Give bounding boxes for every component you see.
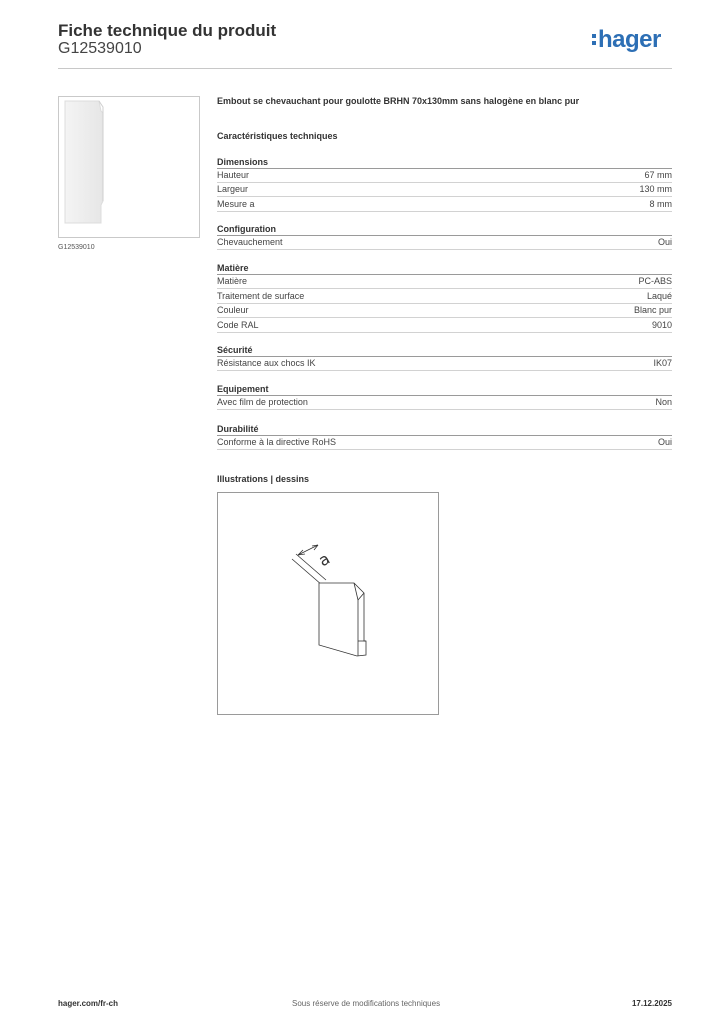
footer-date: 17.12.2025 — [631, 999, 672, 1008]
technical-characteristics-title: Caractéristiques techniques — [217, 131, 338, 141]
section-title-equipment: Equipement — [217, 384, 269, 394]
spec-value: Oui — [657, 437, 672, 447]
spec-value: IK07 — [653, 358, 672, 368]
end-cap-drawing — [218, 493, 438, 714]
section-title-configuration: Configuration — [217, 224, 276, 234]
spec-label: Avec film de protection — [217, 397, 308, 407]
dimension-label-a: a — [315, 548, 334, 571]
spec-value: 9010 — [651, 320, 672, 330]
hager-logo — [592, 26, 661, 54]
spec-row — [217, 183, 672, 197]
technical-drawing — [217, 492, 439, 715]
page-title: Fiche technique du produit — [58, 21, 277, 40]
product-image — [58, 96, 200, 238]
spec-value: Non — [655, 397, 672, 407]
spec-row — [217, 319, 672, 333]
logo-text: hager — [598, 26, 661, 53]
spec-label: Hauteur — [217, 170, 250, 180]
spec-label: Résistance aux chocs IK — [217, 358, 316, 368]
product-image-caption: G12539010 — [58, 244, 95, 251]
footer-website-link[interactable]: hager.com/fr-ch — [58, 999, 119, 1008]
spec-value: 130 mm — [639, 184, 672, 194]
product-description: Embout se chevauchant pour goulotte BRHN 70x130mm sans halogène en blanc pur — [217, 96, 580, 106]
spec-value: PC-ABS — [638, 276, 672, 286]
spec-row — [217, 169, 672, 183]
spec-row — [217, 357, 672, 371]
section-title-safety: Sécurité — [217, 345, 253, 355]
spec-label: Largeur — [217, 184, 249, 194]
spec-label: Mesure a — [217, 199, 255, 209]
end-cap-photo — [59, 97, 199, 237]
spec-row — [217, 198, 672, 212]
footer-notice: Sous réserve de modifications techniques — [292, 999, 441, 1008]
section-title-dimensions: Dimensions — [217, 157, 269, 167]
spec-value: Oui — [657, 237, 672, 247]
spec-row — [217, 236, 672, 250]
product-reference: G12539010 — [58, 40, 142, 57]
section-title-sustainability: Durabilité — [217, 424, 259, 434]
spec-row — [217, 275, 672, 289]
spec-value: Blanc pur — [633, 305, 672, 315]
spec-row — [217, 396, 672, 410]
spec-label: Couleur — [217, 305, 249, 315]
spec-row — [217, 290, 672, 304]
header-divider — [58, 68, 672, 69]
spec-label: Code RAL — [217, 320, 259, 330]
spec-row — [217, 436, 672, 450]
spec-label: Traitement de surface — [217, 291, 305, 301]
spec-value: 8 mm — [649, 199, 672, 209]
spec-label: Matière — [217, 276, 248, 286]
logo-colon-icon — [592, 31, 597, 47]
spec-value: Laqué — [646, 291, 672, 301]
spec-label: Chevauchement — [217, 237, 283, 247]
illustrations-title: Illustrations | dessins — [217, 474, 310, 484]
spec-row — [217, 304, 672, 318]
section-title-material: Matière — [217, 263, 249, 273]
spec-label: Conforme à la directive RoHS — [217, 437, 337, 447]
spec-value: 67 mm — [644, 170, 672, 180]
